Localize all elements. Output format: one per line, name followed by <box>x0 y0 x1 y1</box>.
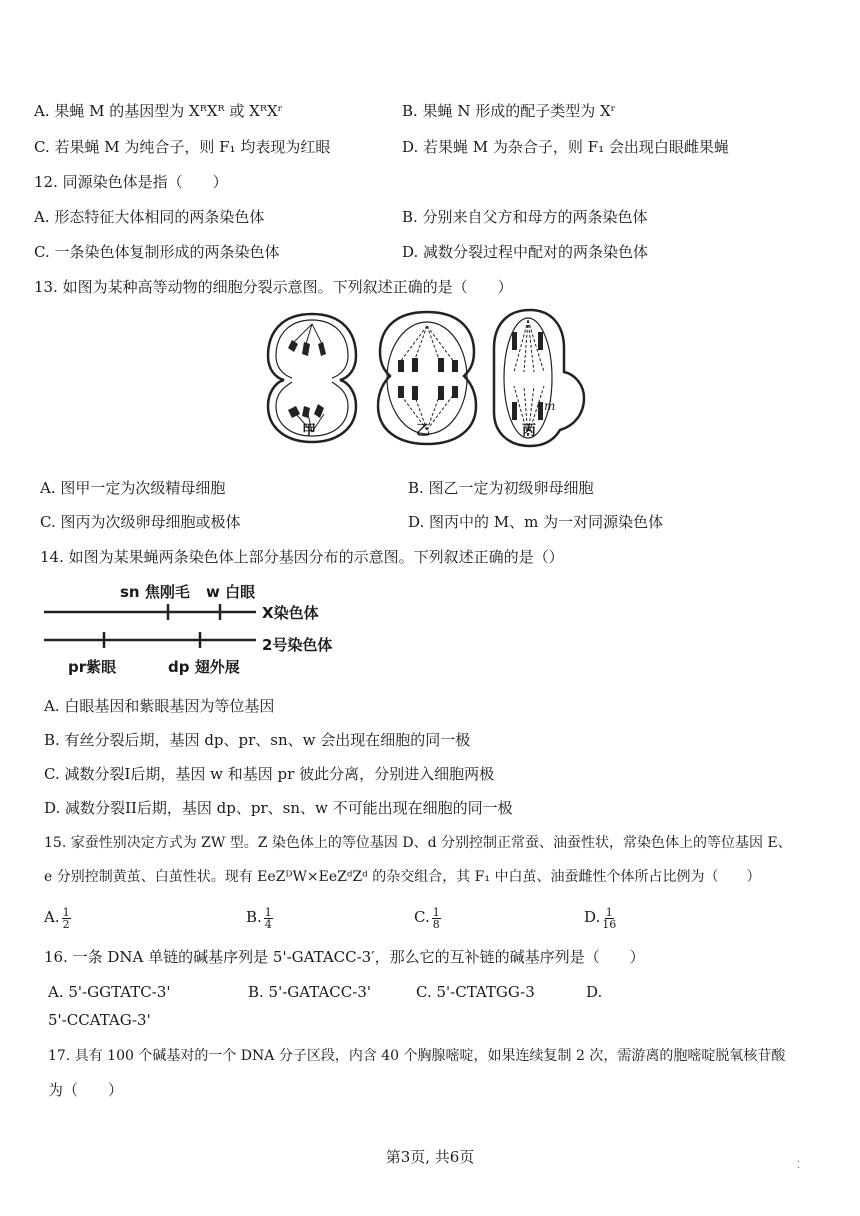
q16-option-a: A. 5'-GGTATC-3' <box>48 983 171 1001</box>
gene-sn-label: sn 焦刚毛 <box>120 583 190 601</box>
q13-option-a: A. 图甲一定为次级精母细胞 <box>40 479 226 497</box>
q11-option-b: B. 果蝇 N 形成的配子类型为 Xʳ <box>402 102 616 120</box>
q16-stem: 16. 一条 DNA 单链的碱基序列是 5'-GATACC-3′，那么它的互补链的碱基序列是（ ） <box>44 948 645 966</box>
q13-option-d: D. 图丙中的 M、m 为一对同源染色体 <box>408 513 664 531</box>
gene-w-label: w 白眼 <box>206 583 256 601</box>
q14-stem: 14. 如图为某果蝇两条染色体上部分基因分布的示意图。下列叙述正确的是（） <box>40 548 564 566</box>
q15-stem-line1: 15. 家蚕性别决定方式为 ZW 型。Z 染色体上的等位基因 D、d 分别控制正常蚕、油蚕性状，常染色体上的等位基因 E、 <box>44 835 792 851</box>
q11-option-a: A. 果蝇 M 的基因型为 XᴿXᴿ 或 XᴿXʳ <box>34 102 283 120</box>
q14-option-c: C. 减数分裂I后期，基因 w 和基因 pr 彼此分离，分别进入细胞两极 <box>44 765 495 783</box>
q15-option-d: D. $\frac{1}{16}$ <box>584 905 617 931</box>
q12-option-a: A. 形态特征大体相同的两条染色体 <box>34 208 265 226</box>
q16-option-d: D. <box>586 983 603 1001</box>
q12-option-c: C. 一条染色体复制形成的两条染色体 <box>34 243 280 261</box>
q11-option-c: C. 若果蝇 M 为纯合子，则 F₁ 均表现为红眼 <box>34 138 331 156</box>
cell-bing <box>494 310 584 446</box>
q14-option-d: D. 减数分裂II后期，基因 dp、pr、sn、w 不可能出现在细胞的同一极 <box>44 799 513 817</box>
q14-option-a: A. 白眼基因和紫眼基因为等位基因 <box>44 697 275 715</box>
chromosome-2-line <box>44 632 256 648</box>
cell-yi-spindle <box>400 326 454 430</box>
scan-mark: ⁚ <box>796 1160 800 1171</box>
q15-option-c: C. $\frac{1}{8}$ <box>414 905 440 931</box>
chromosome-2-label: 2号染色体 <box>262 636 333 654</box>
q13-option-b: B. 图乙一定为初级卵母细胞 <box>408 479 594 497</box>
chromosome-diagram <box>44 600 264 648</box>
q15-option-a: A. $\frac{1}{2}$ <box>44 905 70 931</box>
page-footer: 第3页, 共6页 <box>385 1148 475 1166</box>
gene-pr-label: pr紫眼 <box>68 658 117 676</box>
cell-label-bing: 丙 <box>522 423 536 439</box>
gene-dp-label: dp 翅外展 <box>168 658 240 676</box>
q13-stem: 13. 如图为某种高等动物的细胞分裂示意图。下列叙述正确的是（ ） <box>34 278 513 296</box>
q13-option-c: C. 图丙为次级卵母细胞或极体 <box>40 513 241 531</box>
cell-label-yi: 乙 <box>416 423 430 439</box>
q16-option-c: C. 5'-CTATGG-3 <box>416 983 535 1001</box>
cell-label-jia: 甲 <box>302 423 316 439</box>
q15-stem-line2: e 分别控制黄茧、白茧性状。现有 EeZᴰW×EeZᵈZᵈ 的杂交组合，其 F₁ 中白茧、油蚕雌性个体所占比例为（ ） <box>44 869 761 885</box>
cell-jia-chromosomes <box>288 340 326 418</box>
q11-option-d: D. 若果蝇 M 为杂合子，则 F₁ 会出现白眼雌果蝇 <box>402 138 729 156</box>
q14-option-b: B. 有丝分裂后期，基因 dp、pr、sn、w 会出现在细胞的同一极 <box>44 731 471 749</box>
cell-bing-marker-m: m <box>544 399 556 413</box>
cell-bing-chromosomes <box>512 332 543 420</box>
q15-option-b: B. $\frac{1}{4}$ <box>246 905 272 931</box>
q17-stem-line1: 17. 具有 100 个碱基对的一个 DNA 分子区段，内含 40 个胸腺嘧啶，如果连续复制 2 次，需游离的胞嘧啶脱氧核苷酸 <box>48 1048 786 1064</box>
q16-option-d-text: 5'-CCATAG-3' <box>48 1011 151 1029</box>
q16-option-b: B. 5'-GATACC-3' <box>248 983 371 1001</box>
q12-stem: 12. 同源染色体是指（ ） <box>34 173 228 191</box>
cell-yi-chromosomes <box>398 358 458 400</box>
x-chromosome-label: X染色体 <box>262 604 319 622</box>
q17-stem-line2: 为（ ） <box>48 1081 124 1099</box>
x-chromosome-line <box>44 604 256 620</box>
q12-option-d: D. 减数分裂过程中配对的两条染色体 <box>402 243 649 261</box>
q12-option-b: B. 分别来自父方和母方的两条染色体 <box>402 208 648 226</box>
